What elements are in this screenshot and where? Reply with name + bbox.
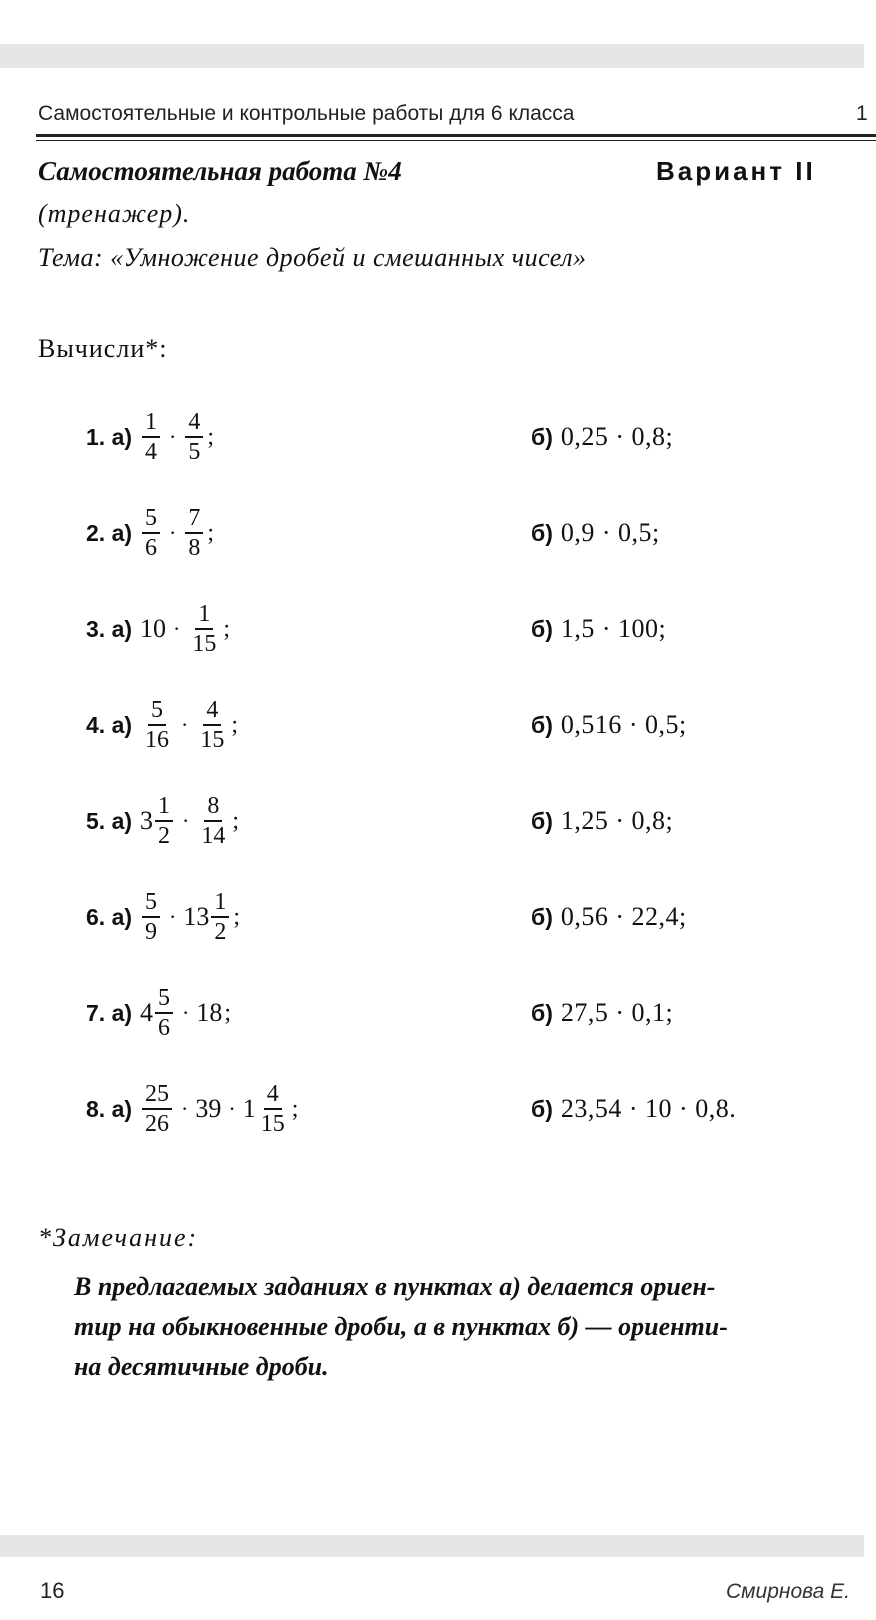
page-number-top: 1 — [856, 102, 868, 125]
task-expression — [140, 1082, 298, 1136]
whole-number: 1 — [242, 1094, 256, 1123]
task-expression: 23,54 · 10 · 0,8. — [560, 1094, 737, 1123]
fraction-denominator: 15 — [260, 1111, 285, 1137]
fraction — [142, 1082, 172, 1136]
header-rule-thin — [36, 140, 876, 141]
fraction-denominator: 16 — [145, 727, 170, 753]
task-expression — [140, 506, 214, 560]
punctuation: ; — [207, 423, 215, 450]
whole-number: 13 — [183, 902, 210, 931]
punctuation: ; — [224, 999, 232, 1026]
fraction-numerator: 5 — [155, 986, 173, 1014]
task-expression: 1,25 · 0,8; — [560, 806, 674, 835]
task-a — [86, 786, 239, 856]
task-b — [531, 402, 673, 472]
fraction — [155, 986, 173, 1040]
task-label: б) — [531, 615, 553, 642]
fraction-denominator: 2 — [214, 919, 227, 945]
punctuation: ; — [232, 807, 240, 834]
task-b — [531, 786, 673, 856]
multiply-operator: · — [169, 904, 177, 929]
task-b — [531, 498, 660, 568]
whole-number: 39 — [195, 1094, 222, 1123]
fraction — [189, 602, 219, 656]
fraction-denominator: 2 — [158, 823, 171, 849]
instruction: Вычисли*: — [38, 334, 168, 363]
whole-number: 4 — [140, 998, 154, 1027]
multiply-operator: · — [182, 1000, 190, 1025]
task-label: 6. а) — [86, 903, 133, 930]
fraction-denominator: 8 — [188, 535, 201, 561]
whole-number: 18 — [196, 998, 223, 1027]
task-a — [86, 402, 214, 472]
multiply-operator: · — [181, 712, 189, 737]
task-b — [531, 1074, 736, 1144]
task-expression — [140, 602, 230, 656]
fraction-denominator: 15 — [200, 727, 225, 753]
fraction — [142, 890, 160, 944]
fraction — [155, 794, 173, 848]
task-a — [86, 1074, 298, 1144]
work-title: Самостоятельная работа №4 — [38, 156, 402, 186]
whole-number: 3 — [140, 806, 154, 835]
task-expression: 0,56 · 22,4; — [560, 902, 687, 931]
fraction-numerator: 1 — [211, 890, 229, 918]
fraction-denominator: 4 — [145, 439, 158, 465]
task-label: б) — [531, 1095, 553, 1122]
task-b — [531, 594, 666, 664]
variant-label: Вариант II — [656, 156, 816, 186]
fraction-numerator: 1 — [155, 794, 173, 822]
fraction — [198, 794, 228, 848]
multiply-operator: · — [228, 1096, 236, 1121]
task-label: 2. а) — [86, 519, 133, 546]
book-page — [0, 68, 868, 1535]
running-head: Самостоятельные и контрольные работы для 6 класса — [38, 102, 575, 125]
task-expression — [140, 794, 239, 848]
task-label: б) — [531, 519, 553, 546]
fraction-denominator: 14 — [201, 823, 226, 849]
task-label: б) — [531, 807, 553, 834]
fraction-numerator: 4 — [185, 410, 203, 438]
punctuation: ; — [291, 1095, 299, 1122]
task-label: б) — [531, 903, 553, 930]
fraction-denominator: 5 — [188, 439, 201, 465]
work-topic: Тема: «Умножение дробей и смешанных чисел» — [38, 243, 587, 272]
multiply-operator: · — [169, 424, 177, 449]
top-page-edge — [0, 44, 864, 68]
multiply-operator: · — [181, 1096, 189, 1121]
task-expression: 1,5 · 100; — [560, 614, 667, 643]
fraction-numerator: 8 — [204, 794, 222, 822]
header-rule-thick — [36, 134, 876, 137]
fraction — [211, 890, 229, 944]
fraction-denominator: 15 — [192, 631, 217, 657]
fraction-denominator: 26 — [145, 1111, 170, 1137]
bottom-page-edge — [0, 1535, 864, 1557]
fraction-numerator: 7 — [185, 506, 203, 534]
fraction — [185, 410, 203, 464]
whole-number: 10 — [140, 614, 167, 643]
author-name: Смирнова Е. — [726, 1580, 851, 1603]
fraction-numerator: 25 — [142, 1082, 172, 1110]
task-a — [86, 498, 214, 568]
fraction — [197, 698, 227, 752]
task-label: 7. а) — [86, 999, 133, 1026]
note-body — [74, 1267, 728, 1387]
task-expression — [140, 890, 240, 944]
task-b — [531, 690, 687, 760]
task-a — [86, 594, 230, 664]
fraction-numerator: 4 — [203, 698, 221, 726]
task-label: 5. а) — [86, 807, 133, 834]
task-label: б) — [531, 999, 553, 1026]
page-number-bottom: 16 — [40, 1578, 65, 1603]
fraction-numerator: 1 — [195, 602, 213, 630]
fraction-numerator: 5 — [142, 506, 160, 534]
fraction — [185, 506, 203, 560]
fraction-numerator: 5 — [148, 698, 166, 726]
multiply-operator: · — [169, 520, 177, 545]
fraction-numerator: 5 — [142, 890, 160, 918]
task-expression — [140, 986, 231, 1040]
multiply-operator: · — [182, 808, 190, 833]
task-a — [86, 690, 238, 760]
task-label: б) — [531, 423, 553, 450]
task-expression: 0,516 · 0,5; — [560, 710, 687, 739]
punctuation: ; — [231, 711, 239, 738]
task-a — [86, 978, 231, 1048]
note-line: В предлагаемых заданиях в пунктах а) делается ориен- — [74, 1272, 716, 1301]
fraction-numerator: 1 — [142, 410, 160, 438]
task-expression — [140, 698, 238, 752]
punctuation: ; — [233, 903, 241, 930]
task-expression — [140, 410, 214, 464]
fraction-denominator: 6 — [145, 535, 158, 561]
task-expression: 0,25 · 0,8; — [560, 422, 674, 451]
task-label: 4. а) — [86, 711, 133, 738]
punctuation: ; — [223, 615, 231, 642]
task-a — [86, 882, 240, 952]
work-subtitle: (тренажер). — [38, 199, 191, 228]
note-line: тир на обыкновенные дроби, а в пунктах б) — ориенти- — [74, 1312, 728, 1341]
task-b — [531, 978, 673, 1048]
fraction-numerator: 4 — [264, 1082, 282, 1110]
fraction — [142, 410, 160, 464]
task-label: 3. а) — [86, 615, 133, 642]
fraction — [258, 1082, 288, 1136]
task-expression: 27,5 · 0,1; — [560, 998, 674, 1027]
multiply-operator: · — [173, 616, 181, 641]
note-line: на десятичные дроби. — [74, 1352, 329, 1381]
fraction-denominator: 6 — [158, 1015, 171, 1041]
punctuation: ; — [207, 519, 215, 546]
fraction-denominator: 9 — [145, 919, 158, 945]
task-label: 8. а) — [86, 1095, 133, 1122]
task-expression: 0,9 · 0,5; — [560, 518, 660, 547]
task-b — [531, 882, 687, 952]
fraction — [142, 506, 160, 560]
note-heading: *Замечание: — [38, 1223, 199, 1252]
fraction — [142, 698, 172, 752]
task-label: б) — [531, 711, 553, 738]
task-label: 1. а) — [86, 423, 133, 450]
